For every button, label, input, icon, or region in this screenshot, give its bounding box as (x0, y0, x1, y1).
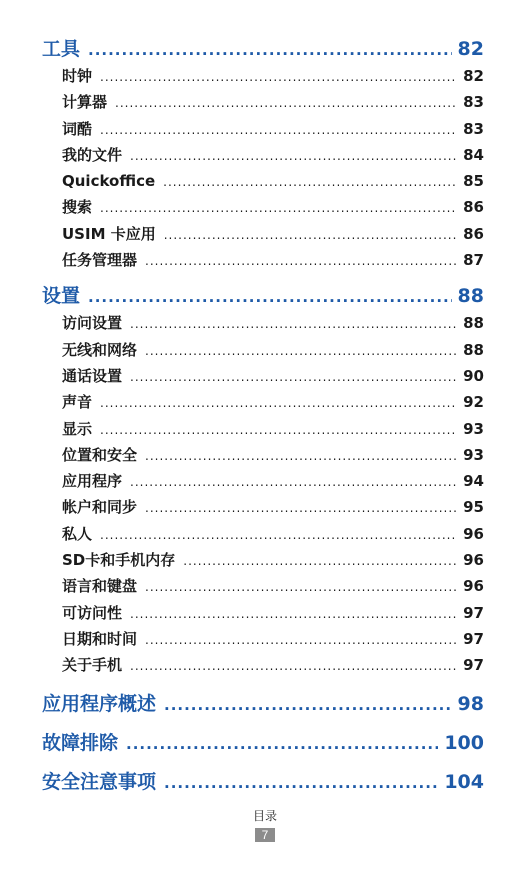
section-page-number: 88 (457, 285, 484, 308)
toc-section-tools[interactable] (42, 36, 484, 63)
item-page-number: 86 (463, 224, 484, 243)
section-gap (42, 679, 484, 691)
dot-leader (145, 634, 457, 646)
item-title: 我的文件 (62, 145, 123, 164)
section-title: 安全注意事项 (42, 770, 157, 793)
dot-leader (130, 318, 457, 330)
section-title: 工具 (42, 38, 81, 60)
footer-page-number: 7 (255, 828, 275, 842)
toc-item[interactable] (62, 626, 484, 652)
dot-leader (145, 581, 457, 593)
item-page-number: 95 (463, 498, 484, 517)
item-page-number: 97 (463, 603, 484, 622)
item-title: 访问设置 (62, 314, 123, 333)
item-title: 时钟 (62, 67, 93, 85)
dot-leader (145, 502, 457, 514)
item-title: 可访问性 (62, 603, 123, 622)
toc-item[interactable] (62, 142, 484, 168)
toc-section-troubleshooting[interactable] (42, 730, 484, 757)
item-page-number: 90 (463, 366, 484, 385)
section-title: 设置 (42, 285, 81, 308)
item-title: SD卡和手机内存 (62, 551, 176, 570)
dot-leader (145, 345, 457, 357)
dot-leader (130, 660, 457, 672)
item-title: 日期和时间 (62, 629, 138, 648)
page-footer (0, 808, 530, 843)
dot-leader (145, 255, 457, 267)
toc-item[interactable] (62, 194, 484, 220)
toc-item[interactable] (62, 547, 484, 573)
toc-item[interactable] (62, 521, 484, 547)
dot-leader (183, 555, 457, 567)
dot-leader (163, 176, 457, 188)
item-page-number: 97 (463, 629, 484, 648)
item-title: 语言和键盘 (62, 577, 138, 596)
item-page-number: 94 (463, 472, 484, 491)
item-title: 关于手机 (62, 656, 123, 675)
item-page-number: 82 (463, 67, 484, 85)
section-title: 应用程序概述 (42, 692, 157, 715)
toc-item[interactable] (62, 63, 484, 89)
section-page-number: 100 (444, 731, 484, 754)
item-page-number: 88 (463, 340, 484, 359)
item-title: 任务管理器 (62, 251, 138, 270)
item-title: 应用程序 (62, 472, 123, 491)
dot-leader (88, 290, 452, 305)
dot-leader (164, 776, 438, 791)
item-title: 无线和网络 (62, 340, 138, 359)
toc-section-apps-overview[interactable] (42, 691, 484, 718)
item-page-number: 85 (463, 172, 484, 191)
table-of-contents (42, 36, 484, 796)
item-page-number: 97 (463, 656, 484, 675)
item-page-number: 83 (463, 93, 484, 112)
dot-leader (130, 608, 457, 620)
dot-leader (100, 529, 457, 541)
toc-section-settings[interactable] (42, 283, 484, 310)
toc-item[interactable] (62, 337, 484, 363)
toc-item[interactable] (62, 116, 484, 142)
dot-leader (100, 424, 457, 436)
dot-leader (164, 229, 457, 241)
item-page-number: 84 (463, 145, 484, 164)
item-page-number: 88 (463, 314, 484, 333)
item-page-number: 86 (463, 198, 484, 217)
item-page-number: 93 (463, 445, 484, 464)
item-title: 声音 (62, 393, 93, 412)
section-gap (42, 718, 484, 730)
item-title: 搜索 (62, 198, 93, 217)
item-title: 通话设置 (62, 366, 123, 385)
toc-item[interactable] (62, 89, 484, 115)
toc-item[interactable] (62, 416, 484, 442)
item-title: 位置和安全 (62, 445, 138, 464)
dot-leader (145, 450, 457, 462)
item-page-number: 92 (463, 393, 484, 412)
dot-leader (130, 371, 457, 383)
dot-leader (130, 150, 457, 162)
section-gap (42, 273, 484, 283)
toc-item[interactable] (62, 310, 484, 336)
item-title: 计算器 (62, 93, 108, 112)
section-title: 故障排除 (42, 731, 119, 754)
section-page-number: 98 (457, 692, 484, 715)
item-title: 词酷 (62, 119, 93, 138)
item-title: USIM 卡应用 (62, 224, 156, 243)
item-page-number: 87 (463, 251, 484, 270)
toc-item[interactable] (62, 247, 484, 273)
toc-item[interactable] (62, 221, 484, 247)
dot-leader (88, 43, 452, 58)
dot-leader (100, 202, 457, 214)
toc-item[interactable] (62, 652, 484, 678)
dot-leader (115, 97, 457, 109)
item-page-number: 96 (463, 577, 484, 596)
item-page-number: 83 (463, 119, 484, 138)
item-title: Quickoffice (62, 172, 156, 191)
toc-item[interactable] (62, 573, 484, 599)
dot-leader (130, 476, 457, 488)
item-title: 私人 (62, 524, 93, 543)
dot-leader (100, 124, 457, 136)
toc-item[interactable] (62, 468, 484, 494)
item-page-number: 96 (463, 551, 484, 570)
item-page-number: 96 (463, 524, 484, 543)
dot-leader (100, 71, 457, 83)
item-title: 帐户和同步 (62, 498, 138, 517)
toc-item[interactable] (62, 168, 484, 194)
toc-item[interactable] (62, 389, 484, 415)
toc-item[interactable] (62, 363, 484, 389)
footer-label: 目录 (252, 809, 277, 823)
dot-leader (164, 698, 452, 713)
section-page-number: 82 (457, 38, 484, 60)
item-title: 显示 (62, 419, 93, 438)
dot-leader (100, 397, 457, 409)
toc-item[interactable] (62, 494, 484, 520)
toc-item[interactable] (62, 600, 484, 626)
toc-item[interactable] (62, 442, 484, 468)
section-page-number: 104 (444, 770, 484, 793)
dot-leader (126, 737, 438, 752)
item-page-number: 93 (463, 419, 484, 438)
section-gap (42, 757, 484, 769)
toc-section-safety[interactable] (42, 769, 484, 796)
